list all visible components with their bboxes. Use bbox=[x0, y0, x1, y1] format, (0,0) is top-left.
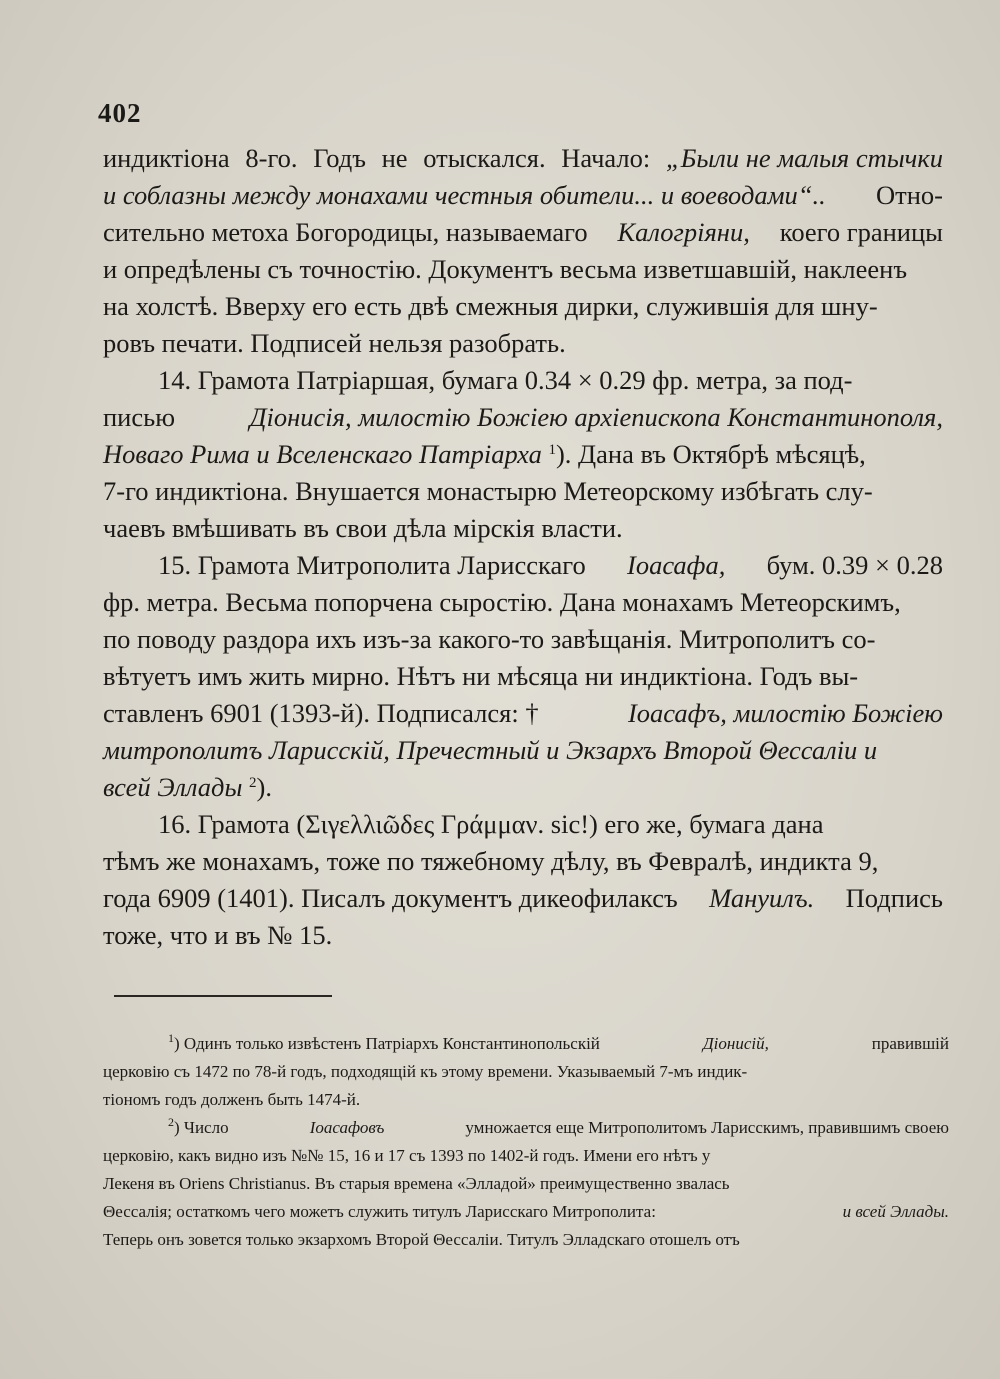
text-line: митрополитъ Ларисскій, Пречестный и Экзархъ Второй Θессаліи и bbox=[103, 735, 878, 765]
text-line: тоже, что и въ № 15. bbox=[103, 920, 333, 950]
footnote-line: церковію съ 1472 по 78-й годъ, подходящій къ этому времени. Указываемый 7-мъ индик- bbox=[103, 1062, 748, 1081]
text-line: ровъ печати. Подписей нельзя разобрать. bbox=[103, 328, 566, 358]
main-text bbox=[103, 140, 943, 954]
text-line: сительно метоха Богородицы, называемаго Калогріяни, коего границы bbox=[103, 217, 943, 247]
text-line: и опредѣлены съ точностію. Документъ весьма изветшавшій, наклеенъ bbox=[103, 254, 908, 284]
text-line: и соблазны между монахами честныя обители... и воеводами“.. Отно- bbox=[103, 180, 943, 210]
paragraph-15-start: 15. Грамота Митрополита Ларисскаго Іоасафа, бум. 0.39 × 0.28 bbox=[158, 550, 943, 580]
text-line: по поводу раздора ихъ изъ-за какого-то завѣщанія. Митрополитъ со- bbox=[103, 624, 876, 654]
text-line: на холстѣ. Вверху его есть двѣ смежныя дирки, служившія для шну- bbox=[103, 291, 878, 321]
footnote-divider bbox=[114, 995, 332, 997]
footnote-2: $^2$) Число Іоасафовъ умножается еще Митрополитомъ Ларисскимъ, правившимъ своею bbox=[168, 1115, 949, 1137]
paragraph-16-start: 16. Грамота (Σιγελλιῶδες Γράμμαν. sic!) его же, бумага дана bbox=[158, 809, 824, 839]
footnote-line: церковію, какъ видно изъ №№ 15, 16 и 17 съ 1393 по 1402-й годъ. Имени его нѣтъ у bbox=[103, 1146, 711, 1165]
footnote-ref: 2 bbox=[249, 775, 257, 791]
footnote-line: Лекеня въ Oriens Christianus. Въ старыя времена «Элладой» преимущественно звалась bbox=[103, 1174, 730, 1193]
page-number: 402 bbox=[98, 98, 142, 128]
text-line: индиктіона 8-го. Годъ не отыскался. Начало: „Были не малыя стычки bbox=[103, 143, 943, 173]
text-line: Новаго Рима и Вселенскаго Патріарха $^1$). Дана въ Октябрѣ мѣсяцѣ, bbox=[103, 439, 866, 469]
text-line: фр. метра. Весьма попорчена сыростію. Дана монахамъ Метеорскимъ, bbox=[103, 587, 901, 617]
footnote-line: тіономъ годъ долженъ быть 1474-й. bbox=[103, 1090, 361, 1109]
text-line: 7-го индиктіона. Внушается монастырю Метеорскому избѣгать слу- bbox=[103, 476, 873, 506]
footnote-ref: 1 bbox=[548, 442, 556, 458]
footnotes bbox=[103, 1030, 949, 1254]
footnote-line: Θессалія; остаткомъ чего можетъ служить титулъ Ларисскаго Митрополита: и всей Эллады. bbox=[103, 1202, 949, 1221]
footnote-line: Теперь онъ зовется только экзархомъ Второй Θессаліи. Титулъ Элладскаго отошелъ отъ bbox=[103, 1230, 740, 1249]
text-line: тѣмъ же монахамъ, тоже по тяжебному дѣлу, въ Февралѣ, индикта 9, bbox=[103, 846, 879, 876]
text-line: всей Эллады $^2$). bbox=[103, 772, 272, 802]
paragraph-14-start: 14. Грамота Патріаршая, бумага 0.34 × 0.29 фр. метра, за под- bbox=[158, 365, 853, 395]
text-line: вѣтуетъ имъ жить мирно. Нѣтъ ни мѣсяца ни индиктіона. Годъ вы- bbox=[103, 661, 859, 691]
text-line: года 6909 (1401). Писалъ документъ дикеофилаксъ Мануилъ. Подпись bbox=[103, 883, 943, 913]
text-line: ставленъ 6901 (1393-й). Подписался: † Іоасафъ, милостію Божіею bbox=[103, 698, 943, 728]
text-line: чаевъ вмѣшивать въ свои дѣла мірскія власти. bbox=[103, 513, 623, 543]
footnote-1: $^1$) Одинъ только извѣстенъ Патріархъ Константинопольскій Діонисій, правившій bbox=[168, 1031, 949, 1053]
text-line: писью Діонисія, милостію Божіею архіепископа Константинополя, bbox=[103, 402, 943, 432]
